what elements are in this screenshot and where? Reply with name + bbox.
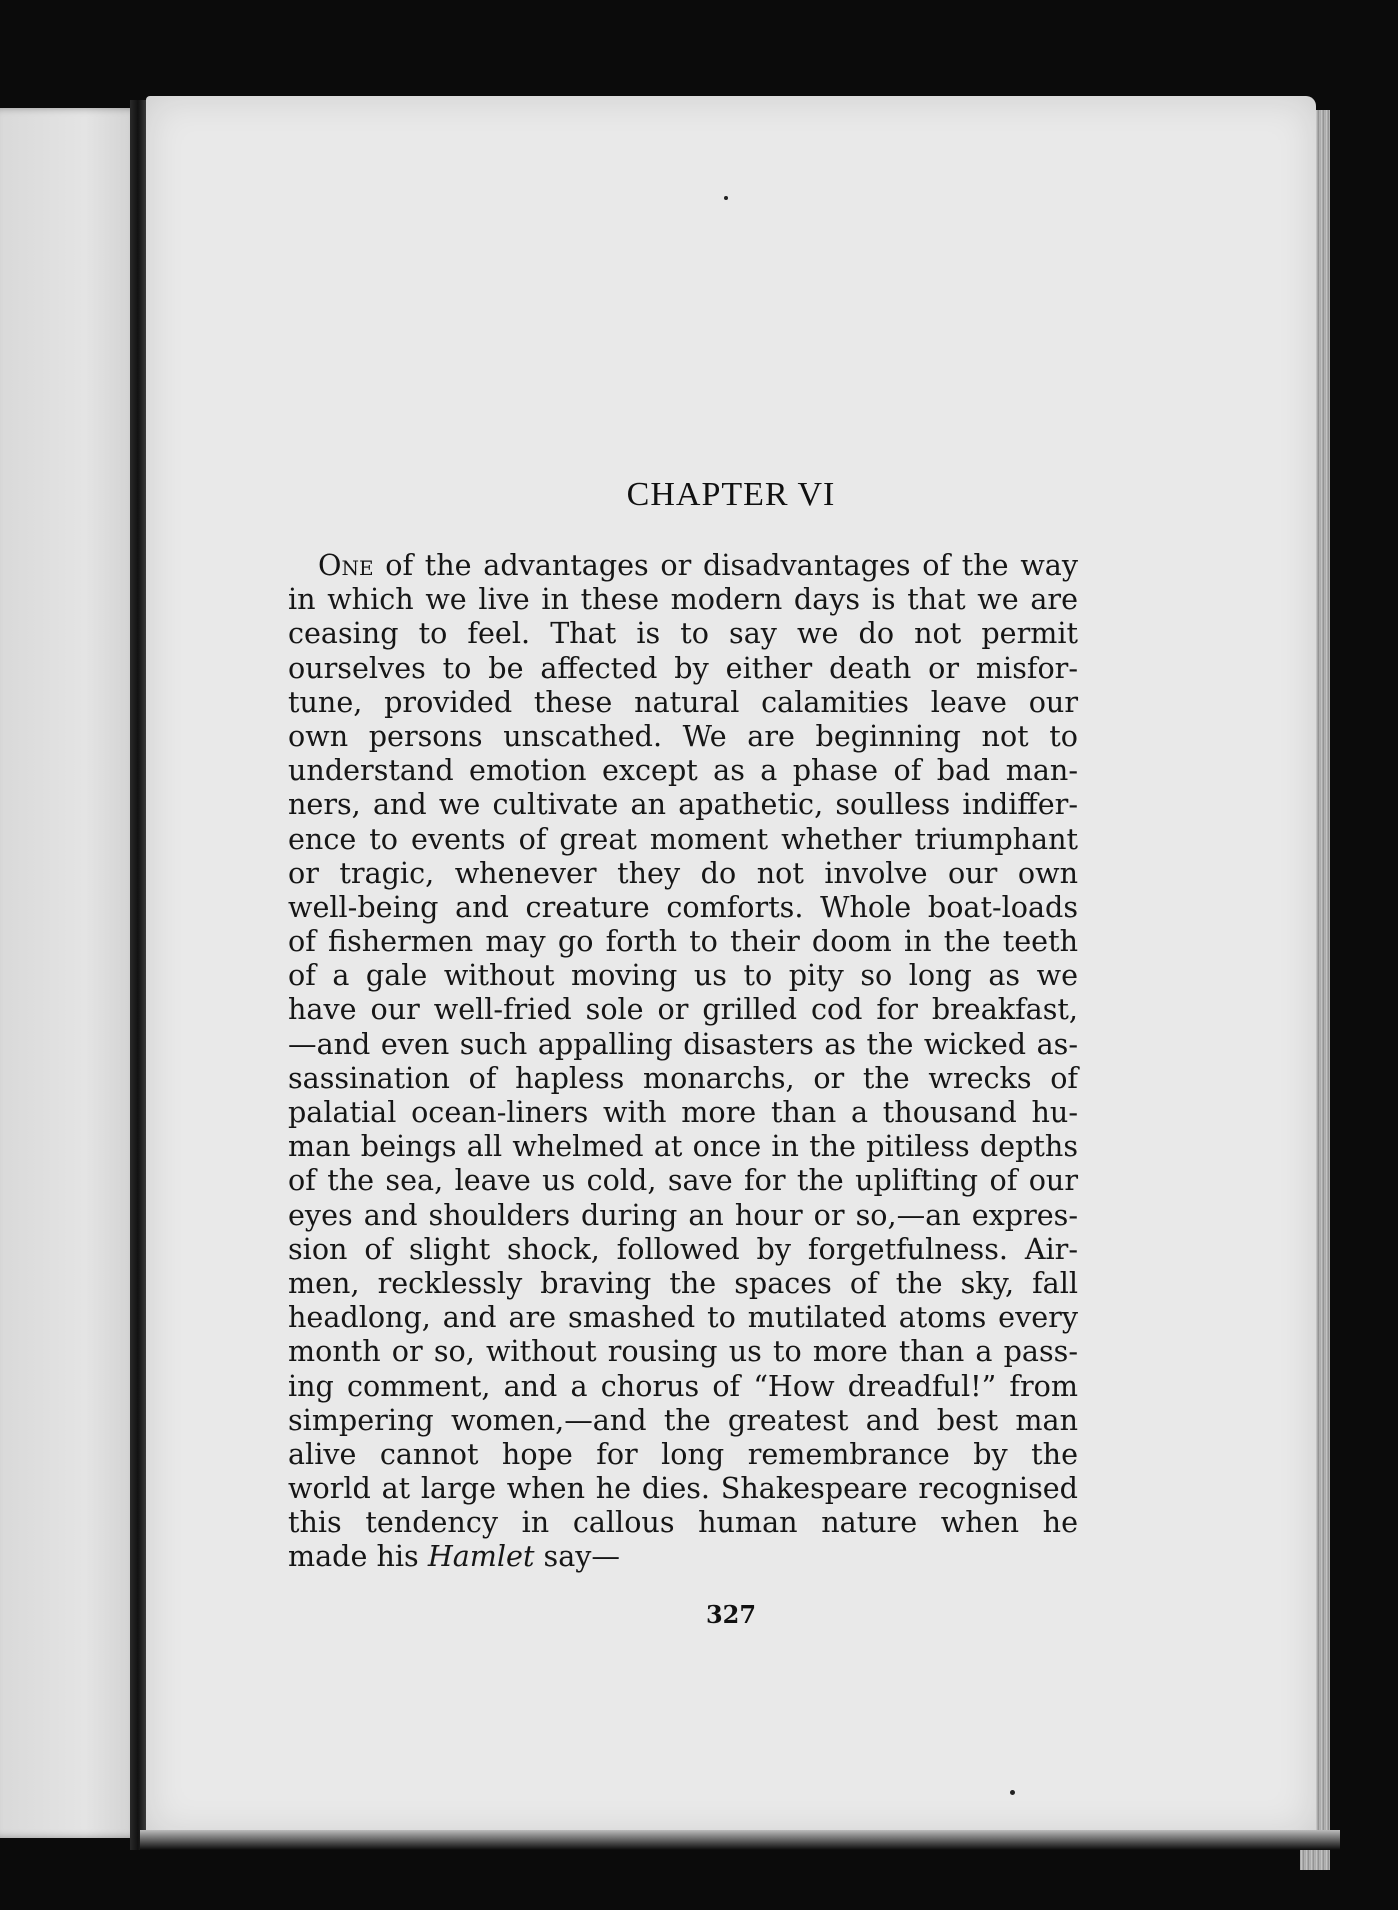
paragraph-line: world at large when he dies. Shakespeare recognised xyxy=(288,1471,1078,1506)
chapter-paragraph xyxy=(288,548,1078,1574)
paragraph-line: have our well-fried sole or grilled cod for breakfast, xyxy=(288,992,1078,1027)
paragraph-final-line xyxy=(288,1539,1078,1573)
paragraph-line: palatial ocean-liners with more than a thousand hu- xyxy=(288,1095,1078,1129)
chapter-title: CHAPTER VI xyxy=(626,476,836,513)
paragraph-line: in which we live in these modern days is that we are xyxy=(288,582,1078,617)
page-number: 327 xyxy=(705,1600,757,1629)
paragraph-line: —and even such appalling disasters as the wicked as- xyxy=(288,1026,1078,1061)
paragraph-line: sassination of hapless monarchs, or the wrecks of xyxy=(288,1060,1078,1095)
paragraph-line: simpering women,—and the greatest and best man xyxy=(288,1402,1078,1437)
paragraph-line: of fishermen may go forth to their doom in the teeth xyxy=(288,924,1078,959)
paragraph-line: well-being and creature comforts. Whole boat-loads xyxy=(288,889,1078,924)
paragraph-line: sion of slight shock, followed by forgetfulness. Air- xyxy=(288,1231,1078,1266)
paragraph-line: this tendency in callous human nature when he xyxy=(288,1505,1078,1540)
paragraph-line-text: of the advantages or disadvantages of the way xyxy=(373,548,1078,582)
paragraph-line: ing comment, and a chorus of “How dreadful!” from xyxy=(288,1368,1078,1403)
paragraph-line: of a gale without moving us to pity so long as we xyxy=(288,958,1078,993)
final-line-prefix: made his xyxy=(288,1539,428,1574)
page-bottom-shadow xyxy=(140,1830,1340,1850)
paragraph-line: month or so, without rousing us to more than a pass- xyxy=(288,1334,1078,1369)
ink-speck xyxy=(1010,1790,1015,1795)
paragraph-line: of the sea, leave us cold, save for the uplifting of our xyxy=(288,1163,1078,1198)
hamlet-title: Hamlet xyxy=(427,1539,535,1574)
paragraph-line: eyes and shoulders during an hour or so,—an expres- xyxy=(288,1197,1078,1232)
ink-speck xyxy=(724,196,728,200)
paragraph-line: headlong, and are smashed to mutilated atoms every xyxy=(288,1300,1078,1335)
book-gutter xyxy=(130,100,146,1850)
paragraph-line: understand emotion except as a phase of bad man- xyxy=(288,753,1078,788)
paragraph-line: alive cannot hope for long remembrance by the xyxy=(288,1436,1078,1471)
paragraph-line: ceasing to feel. That is to say we do not permit xyxy=(288,616,1078,651)
previous-page-edge xyxy=(0,108,142,1838)
paragraph-line: ourselves to be affected by either death or misfor- xyxy=(288,650,1078,685)
paragraph-line xyxy=(288,548,1078,582)
paragraph-line: man beings all whelmed at once in the pitiless depths xyxy=(288,1129,1078,1164)
paragraph-line: tune, provided these natural calamities leave our xyxy=(288,684,1078,719)
paragraph-line: own persons unscathed. We are beginning not to xyxy=(288,718,1078,753)
paragraph-line: ners, and we cultivate an apathetic, soulless indiffer- xyxy=(288,787,1078,822)
opening-word: One xyxy=(318,548,374,582)
paragraph-line: ence to events of great moment whether triumphant xyxy=(288,821,1078,856)
paragraph-line: or tragic, whenever they do not involve our own xyxy=(288,855,1078,890)
paragraph-line: men, recklessly braving the spaces of the sky, fall xyxy=(288,1265,1078,1300)
final-line-suffix: say— xyxy=(534,1539,621,1574)
